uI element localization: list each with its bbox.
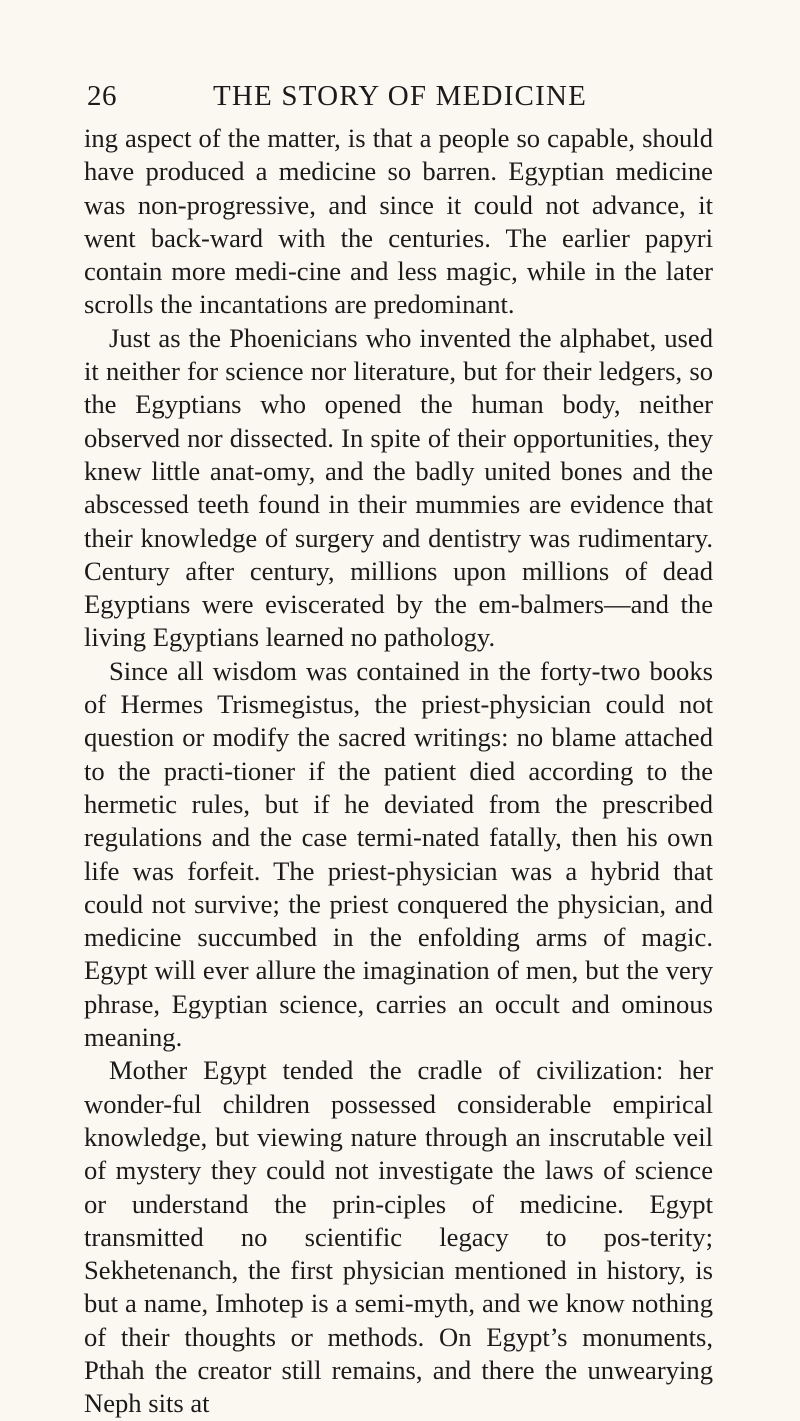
page-header bbox=[87, 80, 713, 116]
paragraph-continuation: ing aspect of the matter, is that a people so capable, should have produced a medicine so barren. Egyptian medicine was non-progressive, and since it could not advance, it went back-ward with the centuries. The earlier papyri contain more medi-cine and less magic, while in the later scrolls the incantations are predominant. bbox=[84, 123, 713, 320]
paragraph-hermes: Since all wisdom was contained in the forty-two books of Hermes Trismegistus, the priest-physician could not question or modify the sacred writings: no blame attached to the practi-tioner if the patient died according to the hermetic rules, but if he deviated from the prescribed regulations and the case termi-nated fatally, then his own life was forfeit. The priest-physician was a hybrid that could not survive; the priest conquered the physician, and medicine succumbed in the enfolding arms of magic. Egypt will ever allure the imagination of men, but the very phrase, Egyptian science, carries an occult and ominous meaning. bbox=[84, 655, 713, 1053]
paragraph-phoenicians: Just as the Phoenicians who invented the alphabet, used it neither for science nor literature, but for their ledgers, so the Egyptians who opened the human body, neither observed nor dissected. In spite of their opportunities, they knew little anat-omy, and the badly united bones and the abscessed teeth found in their mummies are evidence that their knowledge of surgery and dentistry was rudimentary. Century after century, millions upon millions of dead Egyptians were eviscerated by the em-balmers—and the living Egyptians learned no pathology. bbox=[84, 322, 713, 653]
page-number: 26 bbox=[87, 80, 117, 112]
running-title: THE STORY OF MEDICINE bbox=[212, 80, 588, 112]
paragraph-mother-egypt: Mother Egypt tended the cradle of civilization: her wonder-ful children possessed considerable empirical knowledge, but viewing nature through an inscrutable veil of mystery they could not investigate the laws of science or understand the prin-ciples of medicine. Egypt transmitted no scientific legacy to pos-terity; Sekhetenanch, the first physician mentioned in history, is but a name, Imhotep is a semi-myth, and we know nothing of their thoughts or methods. On Egypt’s monuments, Pthah the creator still remains, and there the unwearying Neph sits at bbox=[84, 1055, 713, 1419]
body-text bbox=[84, 122, 713, 1421]
